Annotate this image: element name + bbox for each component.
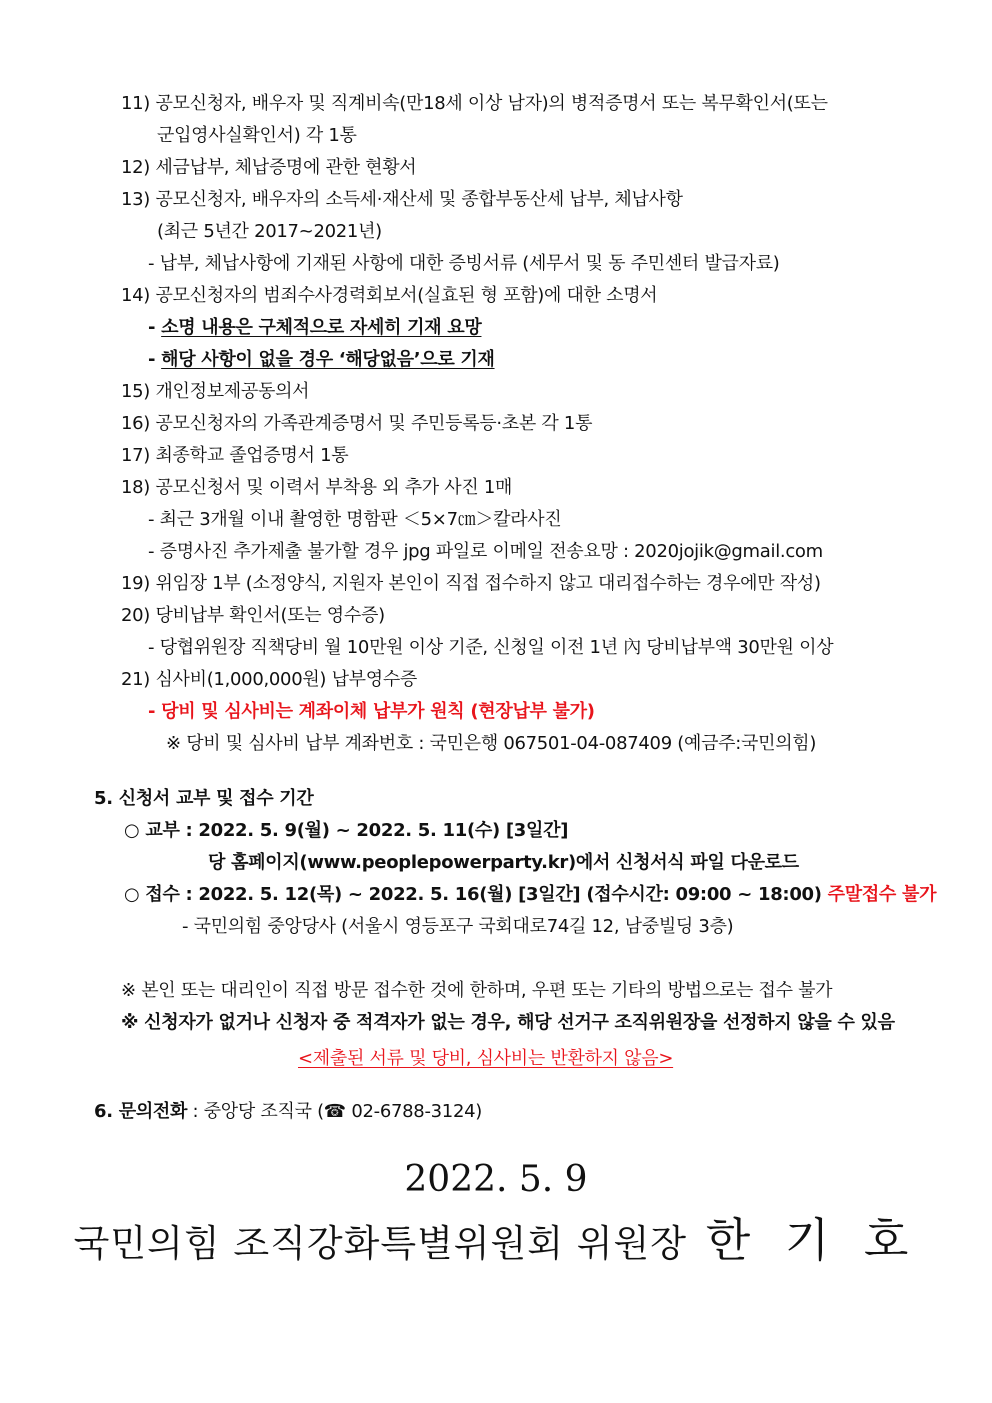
section-5-receipt xyxy=(124,883,936,907)
item-12: 12) 세금납부, 체납증명에 관한 현황서 xyxy=(121,157,417,178)
item-14: 14) 공모신청자의 범죄수사경력회보서(실효된 형 포함)에 대한 소명서 xyxy=(121,285,658,306)
item-19: 19) 위임장 1부 (소정양식, 지원자 본인이 직접 접수하지 않고 대리접수하는 경우에만 작성) xyxy=(121,573,821,594)
dash: - xyxy=(148,317,162,338)
item-16: 16) 공모신청자의 가족관계증명서 및 주민등록등·초본 각 1통 xyxy=(121,413,593,434)
item-13-line3: - 납부, 체납사항에 기재된 사항에 대한 증빙서류 (세무서 및 동 주민센터 발급자료) xyxy=(148,253,780,274)
signer-org: 국민의힘 조직강화특별위원회 위원장 xyxy=(73,1222,688,1265)
item-21-line2: - 당비 및 심사비는 계좌이체 납부가 원칙 (현장납부 불가) xyxy=(148,701,595,722)
item-21-line1: 21) 심사비(1,000,000원) 납부영수증 xyxy=(121,669,418,690)
section-5-issue-note: 당 홈페이지(www.peoplepowerparty.kr)에서 신청서식 파일 다운로드 xyxy=(208,852,799,873)
weekend-notice: 주말접수 불가 xyxy=(827,884,937,905)
section-6 xyxy=(94,1100,482,1124)
item-20-line1: 20) 당비납부 확인서(또는 영수증) xyxy=(121,605,385,626)
item-13-line1: 13) 공모신청자, 배우자의 소득세·재산세 및 종합부동산세 납부, 체납사항 xyxy=(121,189,683,210)
item-11-line1: 11) 공모신청자, 배우자 및 직계비속(만18세 이상 남자)의 병적증명서 또는 복무확인서(또는 xyxy=(121,93,828,114)
item-18-line1: 18) 공모신청서 및 이력서 부착용 외 추가 사진 1매 xyxy=(121,477,513,498)
item-17: 17) 최종학교 졸업증명서 1통 xyxy=(121,445,349,466)
item-14-note2-text: 해당 사항이 없을 경우 ‘해당없음’으로 기재 xyxy=(161,349,495,370)
signer-name: 한 기 호 xyxy=(705,1213,919,1267)
item-18-line3: - 증명사진 추가제출 불가할 경우 jpg 파일로 이메일 전송요망 : 2020jojik@gmail.com xyxy=(148,541,823,562)
item-21-line3: ※ 당비 및 심사비 납부 계좌번호 : 국민은행 067501-04-087409 (예금주:국민의힘) xyxy=(166,733,817,754)
item-13-line2: (최근 5년간 2017~2021년) xyxy=(157,221,382,242)
receipt-period: ○ 접수 : 2022. 5. 12(목) ~ 2022. 5. 16(월) [3일간] (접수시간: 09:00 ~ 18:00) xyxy=(124,884,828,905)
item-18-line2: - 최근 3개월 이내 촬영한 명함판 ＜5×7㎝＞칼라사진 xyxy=(148,509,562,530)
section-6-label: 6. 문의전화 xyxy=(94,1101,188,1122)
dash: - xyxy=(148,349,162,370)
section-5-title: 5. 신청서 교부 및 접수 기간 xyxy=(94,788,314,809)
document-date: 2022. 5. 9 xyxy=(404,1159,588,1200)
note-2: ※ 신청자가 없거나 신청자 중 적격자가 없는 경우, 해당 선거구 조직위원장을 선정하지 않을 수 있음 xyxy=(121,1012,895,1033)
section-5-issue: ○ 교부 : 2022. 5. 9(월) ~ 2022. 5. 11(수) [3일간] xyxy=(124,820,569,841)
item-15: 15) 개인정보제공동의서 xyxy=(121,381,310,402)
item-14-note1 xyxy=(148,316,481,340)
section-6-value: : 중앙당 조직국 (☎ 02-6788-3124) xyxy=(187,1101,482,1122)
section-5-place: - 국민의힘 중앙당사 (서울시 영등포구 국회대로74길 12, 남중빌딩 3층) xyxy=(182,916,734,937)
note-3: <제출된 서류 및 당비, 심사비는 반환하지 않음> xyxy=(298,1048,674,1069)
item-14-note1-text: 소명 내용은 구체적으로 자세히 기재 요망 xyxy=(161,317,482,338)
item-11-line2: 군입영사실확인서) 각 1통 xyxy=(157,125,357,146)
item-20-line2: - 당협위원장 직책당비 월 10만원 이상 기준, 신청일 이전 1년 內 당비납부액 30만원 이상 xyxy=(148,637,834,658)
item-14-note2 xyxy=(148,348,495,372)
signature-line xyxy=(0,1212,992,1272)
note-1: ※ 본인 또는 대리인이 직접 방문 접수한 것에 한하며, 우편 또는 기타의 방법으로는 접수 불가 xyxy=(121,980,833,1001)
